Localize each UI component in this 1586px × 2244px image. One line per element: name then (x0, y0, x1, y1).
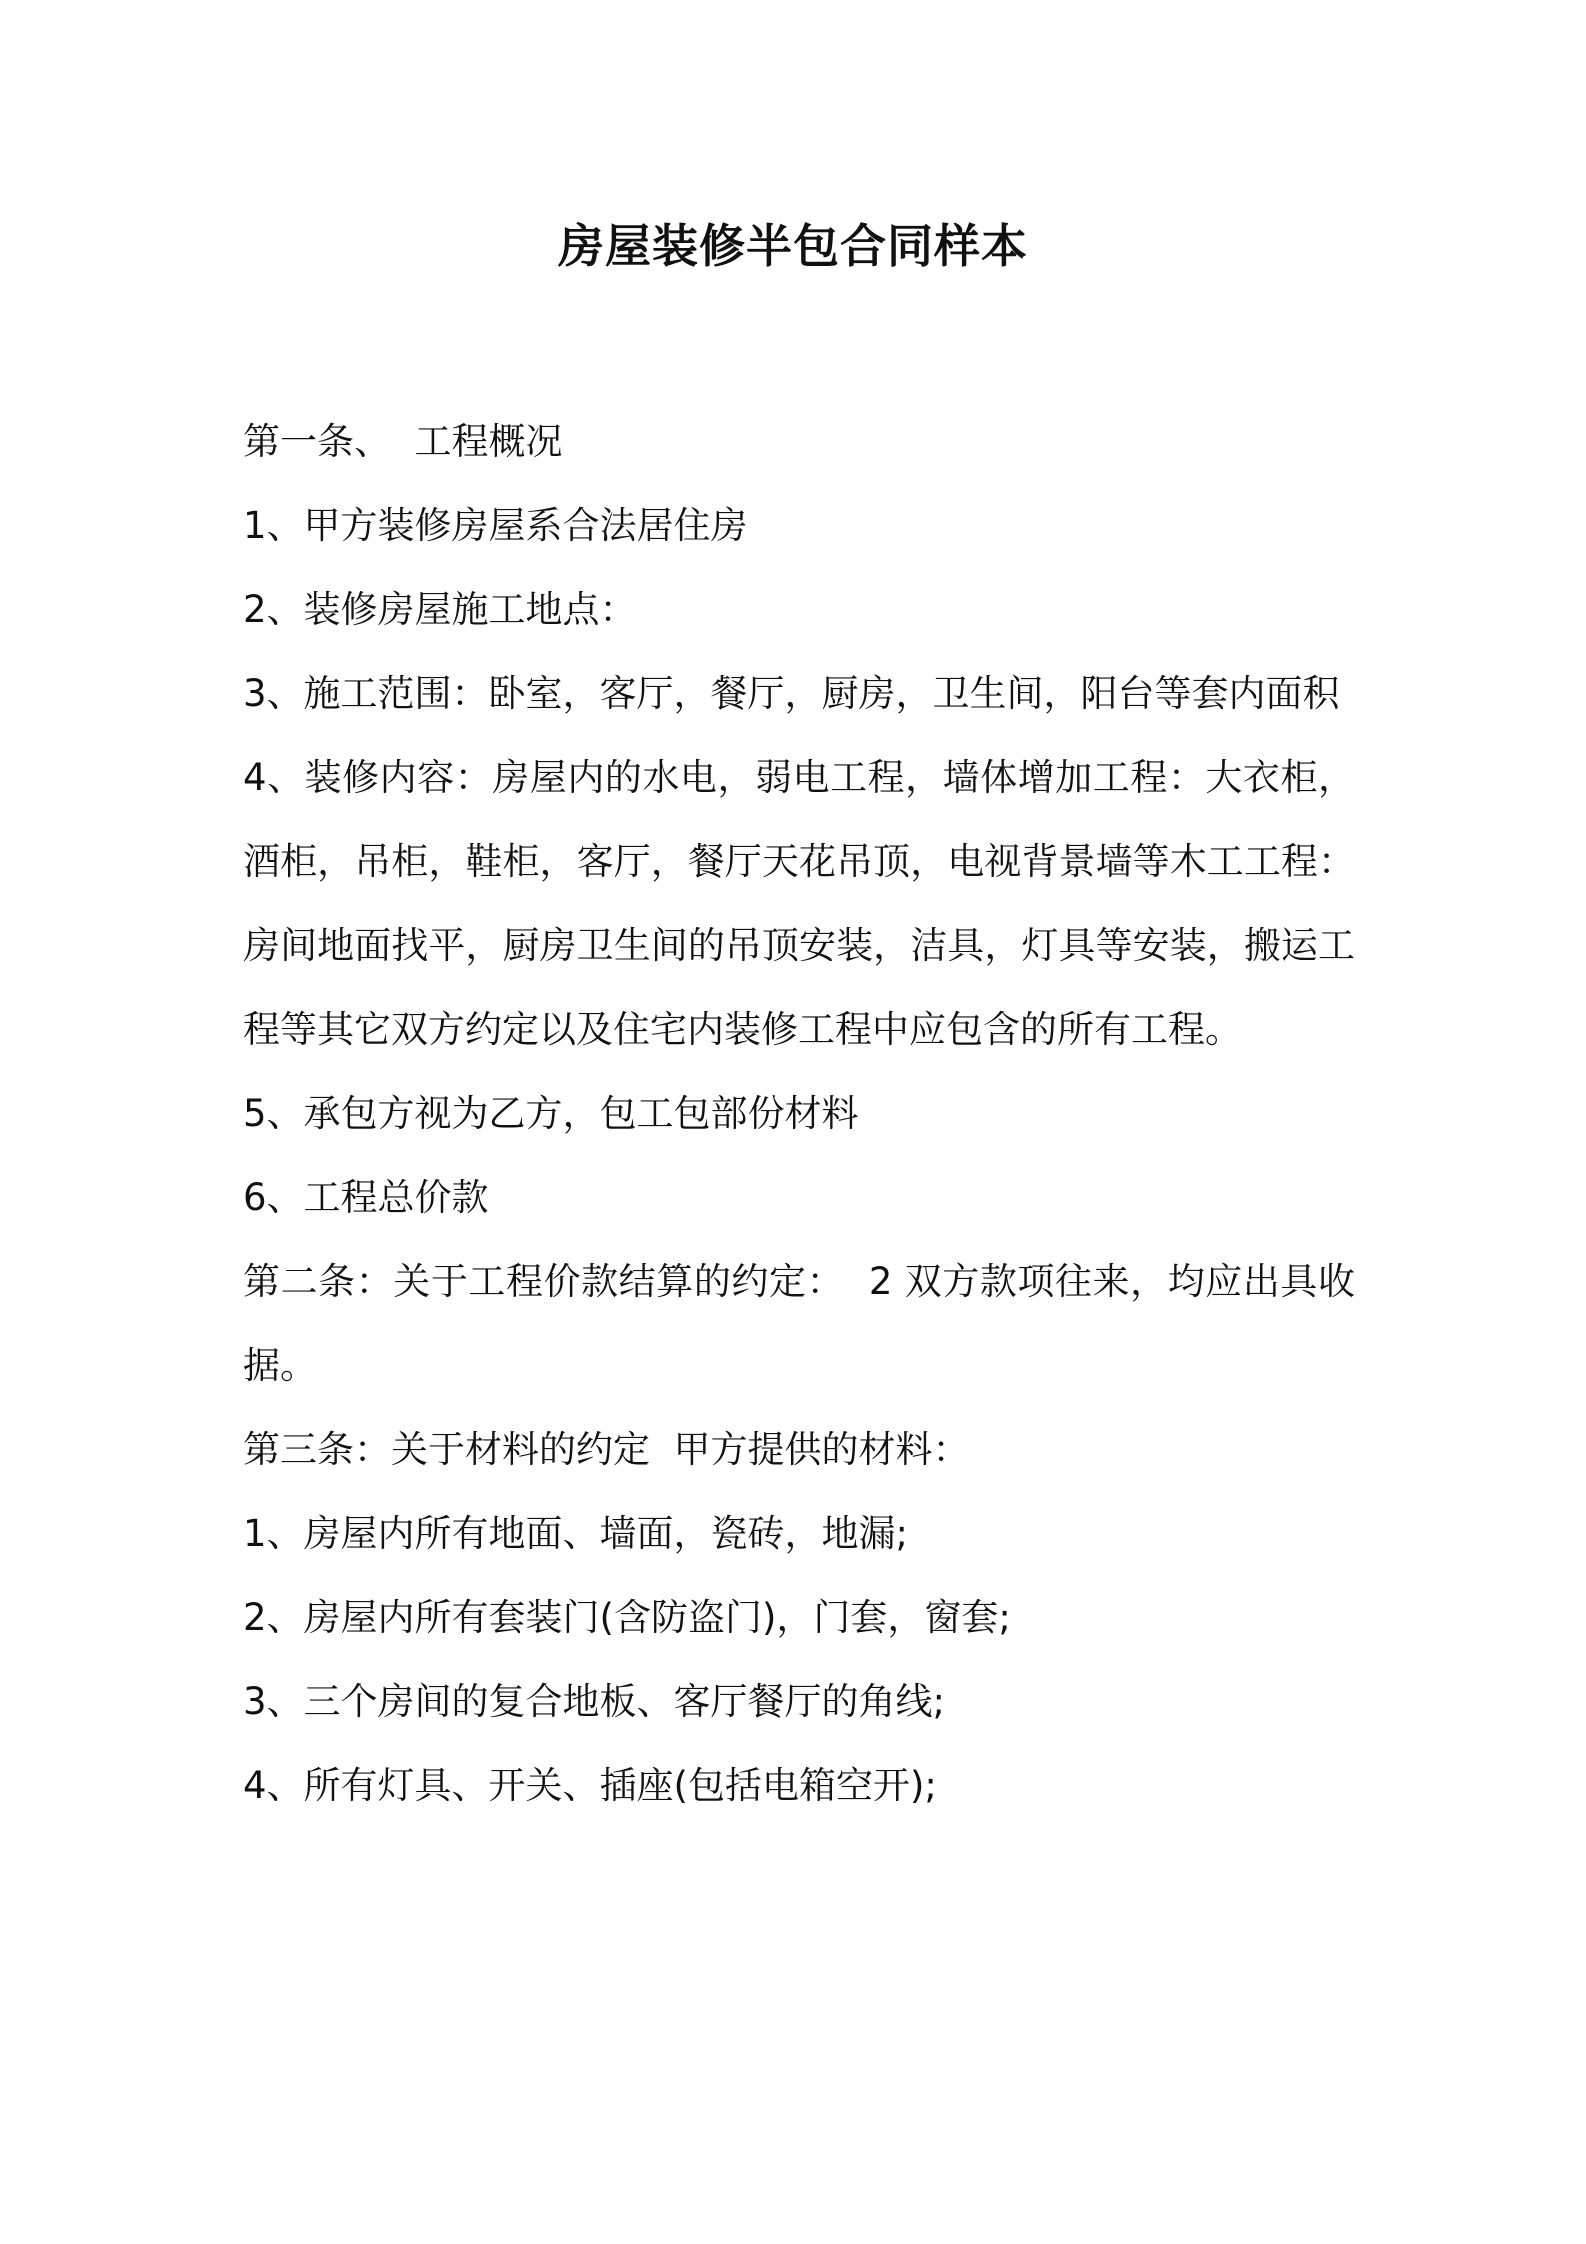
clause-1-3: 3、施工范围：卧室，客厅，餐厅，厨房，卫生间，阳台等套内面积 (243, 672, 1340, 715)
clause-1-1: 1、甲方装修房屋系合法居住房 (243, 504, 748, 547)
clause-1-2: 2、装修房屋施工地点： (243, 588, 637, 631)
clause-3-1: 1、房屋内所有地面、墙面，瓷砖，地漏; (243, 1512, 909, 1555)
document-title: 房屋装修半包合同样本 (558, 219, 1028, 273)
clause-1-6: 6、工程总价款 (243, 1176, 489, 1219)
clause-1-5: 5、承包方视为乙方，包工包部份材料 (243, 1092, 859, 1135)
clause-3-3: 3、三个房间的复合地板、客厅餐厅的角线; (243, 1680, 946, 1723)
clause-3-2: 2、房屋内所有套装门(含防盗门)，门套，窗套; (243, 1596, 1011, 1639)
article-3-heading: 第三条：关于材料的约定 甲方提供的材料： (243, 1428, 970, 1471)
document-body (243, 400, 1355, 1828)
article-1-heading: 第一条、 工程概况 (243, 420, 563, 463)
clause-3-4: 4、所有灯具、开关、插座(包括电箱空开); (243, 1764, 937, 1807)
article-2: 第二条：关于工程价款结算的约定： 2 双方款项往来，均应出具收据。 (243, 1260, 1355, 1387)
clause-1-4: 4、装修内容：房屋内的水电，弱电工程，墙体增加工程：大衣柜，酒柜，吊柜，鞋柜，客厅，餐厅天花吊顶，电视背景墙等木工工程：房间地面找平，厨房卫生间的吊顶安装，洁具，灯具等安装，搬运工程等其它双方约定以及住宅内装修工程中应包含的所有工程。 (243, 756, 1355, 1051)
